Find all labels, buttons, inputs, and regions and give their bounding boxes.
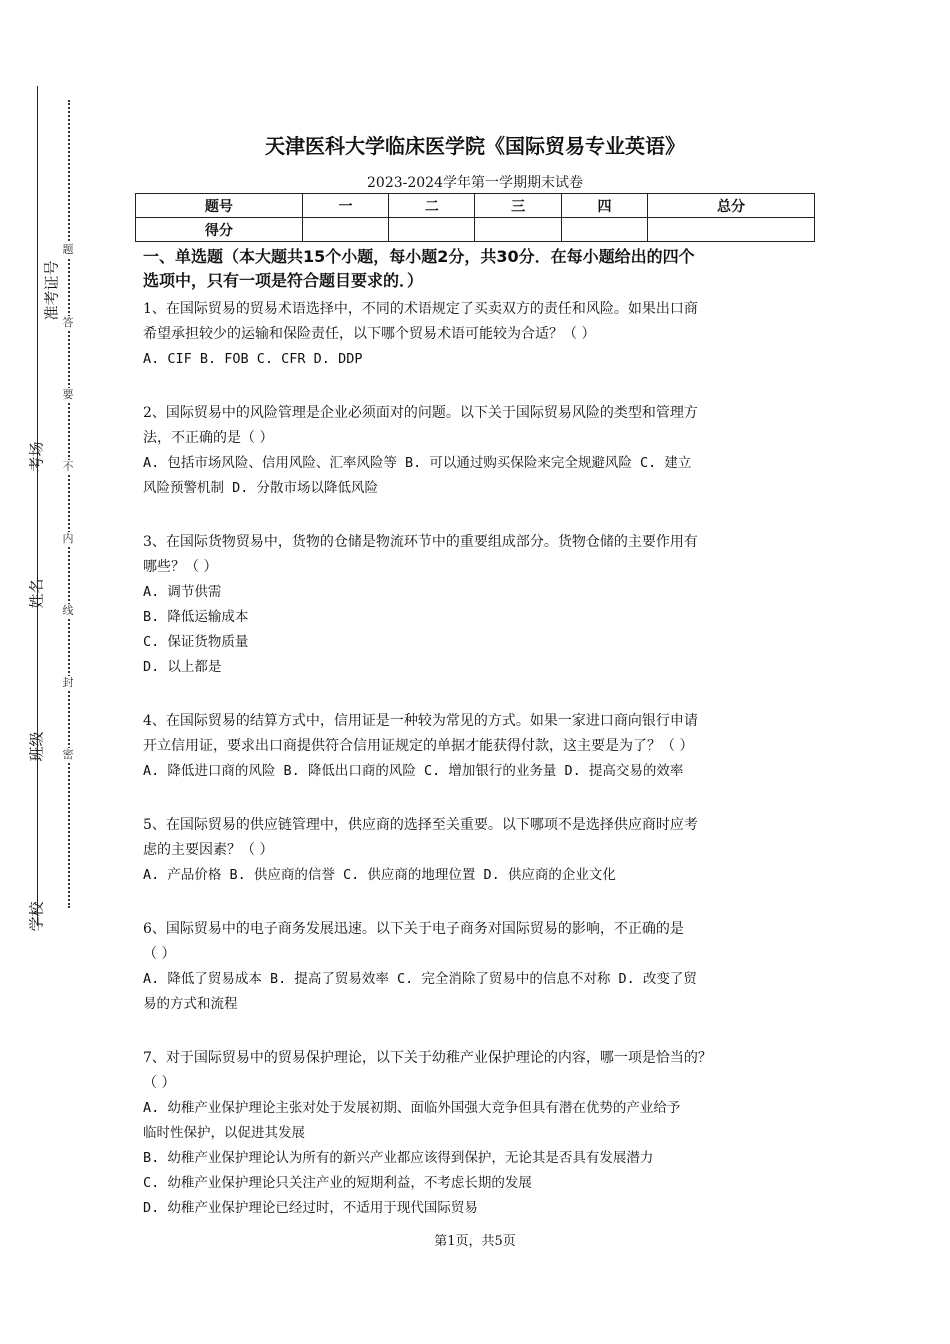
score-input-cell [648,218,815,242]
question-stem: 3、在国际货物贸易中，货物的仓储是物流环节中的重要组成部分。货物仓储的主要作用有 [143,534,698,550]
seal-char: 题 [62,243,74,256]
score-table [135,193,815,242]
question-stem: 2、国际贸易中的风险管理是企业必须面对的问题。以下关于国际贸易风险的类型和管理方 [143,405,698,421]
seal-char: 线 [62,604,74,617]
question-options: A. 降低进口商的风险 B. 降低出口商的风险 C. 增加银行的业务量 D. 提高交易的效率 [143,763,684,779]
score-cell: 四 [561,194,647,218]
seal-char: 答 [62,316,74,329]
margin-label-school: 学校 [27,901,46,932]
score-input-cell [389,218,475,242]
question-stem: 5、在国际贸易的供应链管理中，供应商的选择至关重要。以下哪项不是选择供应商时应考 [143,817,698,833]
seal-char: 不 [62,460,74,473]
question-5 [143,813,818,888]
score-cell: 总分 [648,194,815,218]
question-options: A. 产品价格 B. 供应商的信誉 C. 供应商的地理位置 D. 供应商的企业文化 [143,867,616,883]
option-d: D. 幼稚产业保护理论已经过时，不适用于现代国际贸易 [143,1200,478,1216]
exam-content [143,245,818,1221]
exam-subtitle: 2023-2024学年第一学期期末试卷 [367,175,583,191]
section-heading [143,245,818,293]
question-1 [143,297,818,372]
seal-char: 封 [62,676,74,689]
question-stem: 哪些？（ ） [143,559,218,575]
section-heading-line: 一、单选题（本大题共15个小题，每小题2分，共30分．在每小题给出的四个 [143,247,695,266]
score-input-cell [561,218,647,242]
option-c: C. 保证货物质量 [143,634,249,650]
score-cell: 得分 [136,218,303,242]
exam-title: 天津医科大学临床医学院《国际贸易专业英语》 [265,134,685,158]
option-c: C. 幼稚产业保护理论只关注产业的短期利益，不考虑长期的发展 [143,1175,532,1191]
question-4 [143,709,818,784]
question-7 [143,1046,818,1221]
score-table-score-row [136,218,815,242]
question-options: 易的方式和流程 [143,996,238,1012]
question-options: A. CIF B. FOB C. CFR D. DDP [143,351,363,367]
score-cell: 二 [389,194,475,218]
binding-solid-line [37,86,38,926]
score-cell: 三 [475,194,561,218]
score-cell: 题号 [136,194,303,218]
margin-label-exam-room: 考场 [27,441,46,472]
seal-char: 要 [62,388,74,401]
question-stem: 1、在国际贸易的贸易术语选择中，不同的术语规定了买卖双方的责任和风险。如果出口商 [143,301,698,317]
margin-label-class: 班级 [27,731,46,762]
question-stem: 6、国际贸易中的电子商务发展迅速。以下关于电子商务对国际贸易的影响，不正确的是 [143,921,684,937]
question-stem: 7、对于国际贸易中的贸易保护理论，以下关于幼稚产业保护理论的内容，哪一项是恰当的？ [143,1050,712,1066]
score-cell: 一 [302,194,388,218]
question-options: A. 包括市场风险、信用风险、汇率风险等 B. 可以通过购买保险来完全规避风险 C. 建立 [143,455,692,471]
question-3 [143,530,818,680]
seal-char: 密 [62,748,74,761]
option-a: A. 幼稚产业保护理论主张对处于发展初期、面临外国强大竞争但具有潜在优势的产业给予 [143,1100,681,1116]
section-heading-line: 选项中，只有一项是符合题目要求的．） [143,271,424,290]
question-2 [143,401,818,501]
margin-label-exam-id: 准考证号 [42,260,61,321]
option-a: A. 调节供需 [143,584,222,600]
margin-label-name: 姓名 [27,578,46,609]
option-d: D. 以上都是 [143,659,222,675]
question-options: 风险预警机制 D. 分散市场以降低风险 [143,480,379,496]
seal-char: 内 [62,532,74,545]
option-b: B. 幼稚产业保护理论认为所有的新兴产业都应该得到保护，无论其是否具有发展潜力 [143,1150,654,1166]
question-stem: 法，不正确的是（ ） [143,430,274,446]
question-stem: （ ） [143,1075,176,1091]
score-input-cell [302,218,388,242]
option-a-continued: 临时性保护，以促进其发展 [143,1125,305,1141]
binding-dotted-line [68,100,70,908]
option-b: B. 降低运输成本 [143,609,249,625]
question-stem: 开立信用证，要求出口商提供符合信用证规定的单据才能获得付款，这主要是为了？（ ） [143,738,694,754]
score-table-header-row [136,194,815,218]
score-input-cell [475,218,561,242]
question-stem: 希望承担较少的运输和保险责任，以下哪个贸易术语可能较为合适？（ ） [143,326,596,342]
question-stem: 虑的主要因素？（ ） [143,842,274,858]
question-stem: 4、在国际贸易的结算方式中，信用证是一种较为常见的方式。如果一家进口商向银行申请 [143,713,698,729]
page-footer: 第1页，共5页 [434,1234,516,1249]
question-stem: （ ） [143,946,176,962]
question-options: A. 降低了贸易成本 B. 提高了贸易效率 C. 完全消除了贸易中的信息不对称 D. 改变了贸 [143,971,697,987]
question-6 [143,917,818,1017]
